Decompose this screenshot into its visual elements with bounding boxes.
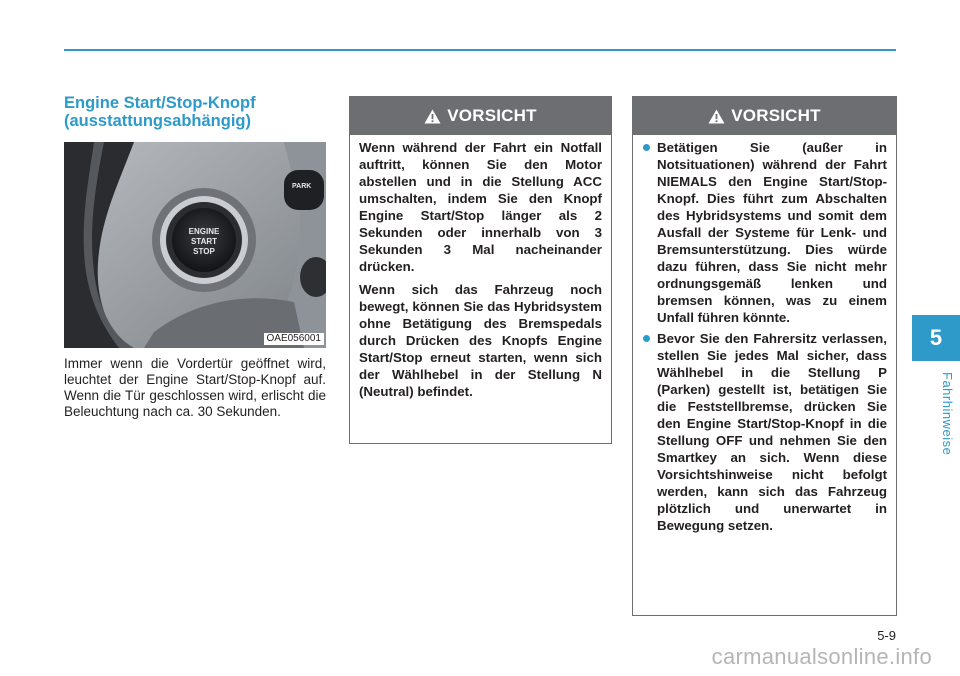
- caution1-paragraph-2: Wenn sich das Fahrzeug noch bewegt, können Sie das Hybridsystem ohne Betätigung des Bremspedals durch Drücken des Knopfs Engine Start/Stop erneut starten, wenn sich der Wählhebel in der Stellung N (Neutral) befindet.: [359, 282, 602, 399]
- button-label-stop: STOP: [193, 247, 215, 256]
- engine-start-button-photo: [64, 142, 326, 348]
- caution-header-1: [350, 97, 611, 135]
- caution2-bullet-2-text: Bevor Sie den Fahrersitz verlassen, stellen Sie jedes Mal sicher, dass Wählhebel in die Stellung P (Parken) gestellt ist, betätigen Sie die Feststellbremse, drücken Sie den Engine Start/Stop-Knopf in die Stellung OFF und nehmen Sie den Smartkey an sich. Wenn diese Vorsichtshinweise nicht befolgt werden, kann sich das Fahrzeug plötzlich und unerwartet in Bewegung setzen.: [657, 331, 887, 533]
- caution2-bullet-1-text: Betätigen Sie (außer in Notsituationen) während der Fahrt NIEMALS den Engine Start/Stop-Knopf. Dies führt zum Abschalten des Hybridsystems und somit dem Ausfall der Systeme für Lenk- und Bremsunterstützung. Dies würde dazu führen, dass Sie nicht mehr ordnungsgemäß lenken und bremsen können, was zu einem Unfall führen könnte.: [657, 140, 887, 325]
- caution2-bullet-2: [642, 330, 887, 534]
- section-title: [64, 94, 334, 130]
- caution-body-1: [350, 135, 611, 400]
- chapter-label: Fahrhinweise: [940, 372, 955, 456]
- caution-header-2: [633, 97, 896, 135]
- caution-box-2: [632, 96, 897, 616]
- section-title-line2: (ausstattungsabhängig): [64, 112, 252, 130]
- caution-box-1: [349, 96, 612, 444]
- photo-code: OAE056001: [264, 333, 325, 345]
- caution1-paragraph-1: Wenn während der Fahrt ein Notfall auftritt, können Sie den Motor abstellen und in die Stellung ACC umschalten, indem Sie den Knopf Engine Start/Stop länger als 2 Sekunden oder innerhalb von 3 Sekunden 3 Mal nacheinander drücken.: [359, 140, 602, 274]
- bullet-dot-icon: [643, 335, 650, 342]
- chapter-tab: 5: [912, 315, 960, 361]
- caution-body-2: [633, 135, 896, 534]
- warning-icon: [424, 109, 441, 124]
- page-number: 5-9: [877, 628, 896, 643]
- button-label-start: START: [190, 237, 218, 246]
- watermark: carmanualsonline.info: [711, 644, 932, 669]
- park-label: PARK: [292, 183, 312, 190]
- section-title-line1: Engine Start/Stop-Knopf: [64, 94, 256, 112]
- warning-icon: [708, 109, 725, 124]
- caution-heading-1: VORSICHT: [447, 106, 537, 125]
- caution2-bullet-1: [642, 139, 887, 326]
- button-label-engine: ENGINE: [188, 227, 220, 236]
- caution-heading-2: VORSICHT: [731, 106, 821, 125]
- top-rule: [64, 49, 896, 51]
- bullet-dot-icon: [643, 144, 650, 151]
- section-body-text: Immer wenn die Vordertür geöffnet wird, leuchtet der Engine Start/Stop-Knopf auf. Wenn die Tür geschlossen wird, erlischt die Beleuchtung nach ca. 30 Sekunden.: [64, 356, 326, 419]
- dashboard-illustration: [64, 142, 326, 348]
